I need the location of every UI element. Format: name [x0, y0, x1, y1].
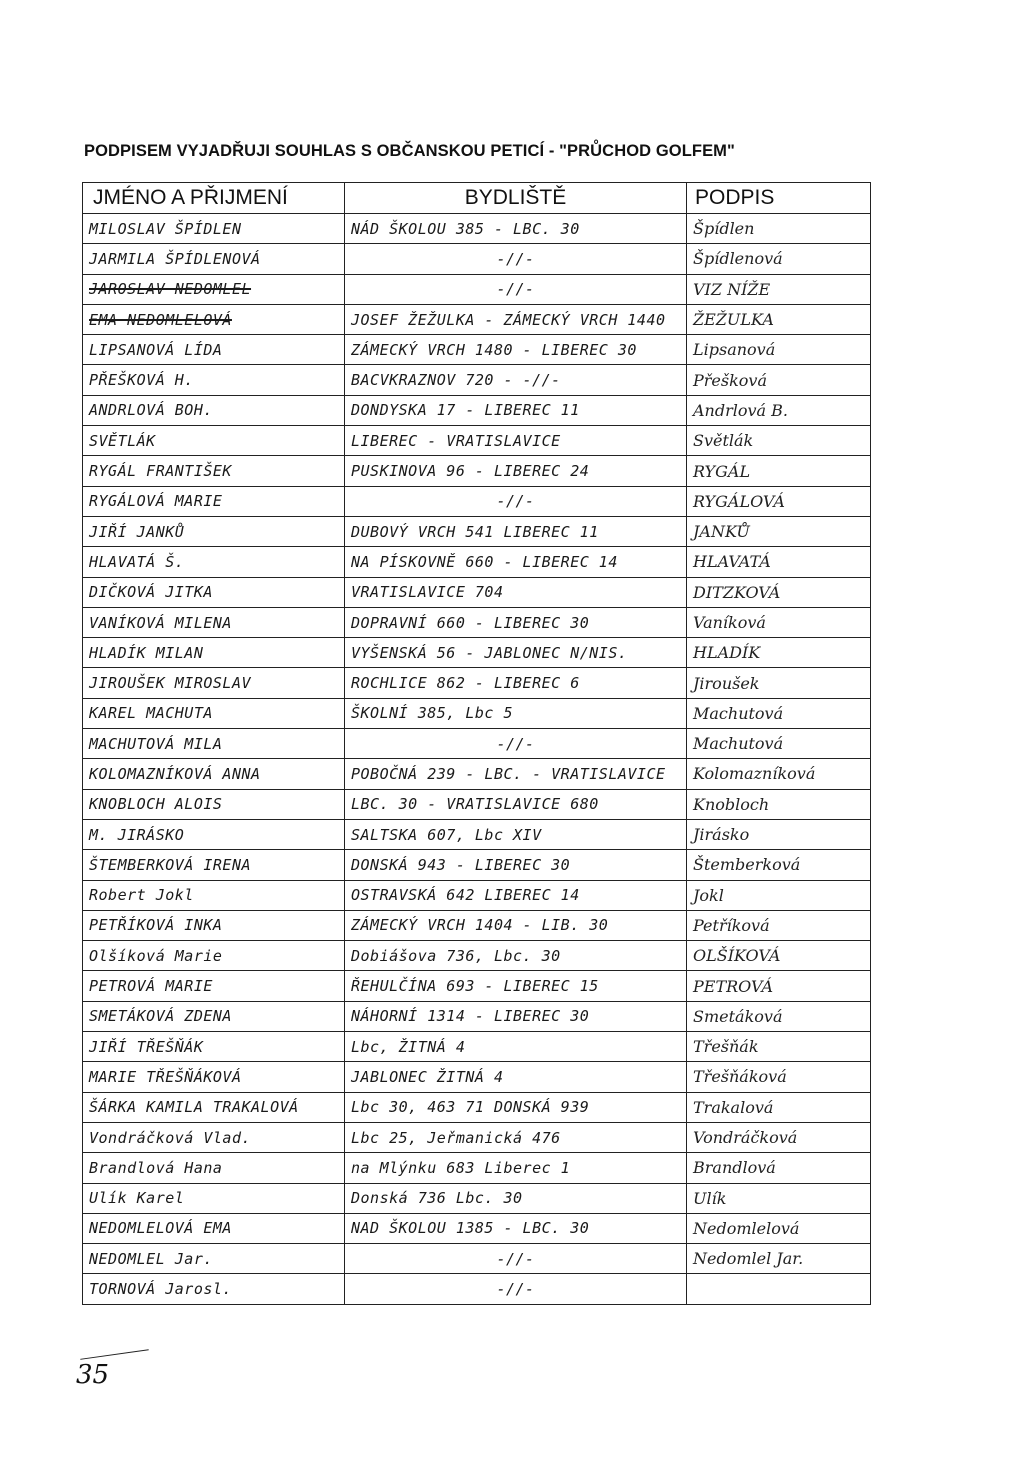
row-signature: Brandlová — [693, 1158, 776, 1178]
row-signature: Machutová — [693, 734, 784, 754]
petition-heading: PODPISEM VYJADŘUJI SOUHLAS S OBČANSKOU PETICÍ - "PRŮCHOD GOLFEM" — [84, 142, 735, 160]
table-row — [83, 1062, 871, 1092]
table-row — [83, 244, 871, 274]
signature-rows — [83, 214, 871, 1305]
row-address-cell — [345, 941, 687, 971]
row-name: PETŘÍKOVÁ INKA — [89, 916, 223, 935]
row-signature-cell — [687, 1274, 871, 1304]
table-row — [83, 941, 871, 971]
row-address: -//- — [496, 492, 535, 511]
row-signature-cell — [687, 729, 871, 759]
row-address-cell — [345, 304, 687, 334]
row-signature: Vondráčková — [693, 1128, 798, 1148]
row-signature-cell — [687, 941, 871, 971]
row-name-cell — [83, 850, 345, 880]
row-name: RYGÁL FRANTIŠEK — [89, 462, 232, 481]
row-address-cell — [345, 910, 687, 940]
row-name: MILOSLAV ŠPÍDLEN — [89, 219, 242, 238]
row-name-cell — [83, 274, 345, 304]
row-signature: Jirásko — [693, 825, 750, 845]
row-name: JAROSLAV NEDOMLEL — [89, 280, 252, 299]
row-address-cell — [345, 1274, 687, 1304]
row-address: PUSKINOVA 96 - LIBEREC 24 — [351, 462, 590, 481]
row-name-cell — [83, 335, 345, 365]
row-name-cell — [83, 516, 345, 546]
table-row — [83, 547, 871, 577]
table-row — [83, 304, 871, 334]
row-address: -//- — [496, 249, 535, 268]
row-name: ŠÁRKA KAMILA TRAKALOVÁ — [89, 1098, 299, 1117]
row-signature-cell — [687, 456, 871, 486]
row-signature: Třešňák — [693, 1037, 759, 1057]
row-address-cell — [345, 547, 687, 577]
row-address: -//- — [496, 280, 535, 299]
row-signature: Jiroušek — [693, 673, 760, 693]
row-address-cell — [345, 971, 687, 1001]
row-name: DIČKOVÁ JITKA — [89, 583, 213, 602]
row-address: NA PÍSKOVNĚ 660 - LIBEREC 14 — [351, 552, 618, 571]
row-name-cell — [83, 789, 345, 819]
row-name: Robert Jokl — [89, 886, 194, 905]
row-signature: Knobloch — [693, 794, 770, 814]
row-address-cell — [345, 1032, 687, 1062]
row-name-cell — [83, 1062, 345, 1092]
row-address-cell — [345, 1001, 687, 1031]
table-row — [83, 1213, 871, 1243]
row-name: SMETÁKOVÁ ZDENA — [89, 1007, 232, 1026]
row-name: TORNOVÁ Jarosl. — [89, 1280, 232, 1299]
row-name-cell — [83, 638, 345, 668]
row-signature-cell — [687, 1062, 871, 1092]
row-address-cell — [345, 698, 687, 728]
row-address-cell — [345, 880, 687, 910]
row-name-cell — [83, 1122, 345, 1152]
row-signature-cell — [687, 698, 871, 728]
row-signature-cell — [687, 880, 871, 910]
table-row — [83, 1092, 871, 1122]
row-signature: Nedomlel Jar. — [693, 1249, 804, 1269]
row-name: NEDOMLELOVÁ EMA — [89, 1219, 232, 1238]
row-name-cell — [83, 577, 345, 607]
row-address-cell — [345, 214, 687, 244]
row-address: OSTRAVSKÁ 642 LIBEREC 14 — [351, 886, 580, 905]
row-name: HLAVATÁ Š. — [89, 552, 185, 571]
row-signature: Štemberková — [693, 855, 801, 875]
table-row — [83, 607, 871, 637]
row-address: NAD ŠKOLOU 1385 - LBC. 30 — [351, 1219, 590, 1238]
row-signature: Smetáková — [693, 1006, 783, 1026]
row-signature-cell — [687, 244, 871, 274]
row-name: Brandlová Hana — [89, 1158, 223, 1177]
row-signature-cell — [687, 335, 871, 365]
row-name-cell — [83, 365, 345, 395]
row-address-cell — [345, 1062, 687, 1092]
row-signature-cell — [687, 668, 871, 698]
row-name: JIROUŠEK MIROSLAV — [89, 674, 252, 693]
row-signature: Trakalová — [693, 1097, 774, 1117]
row-address: DONSKÁ 943 - LIBEREC 30 — [351, 855, 571, 874]
row-signature: Ulík — [693, 1188, 727, 1208]
column-header-address: BYDLIŠTĚ — [345, 183, 687, 214]
row-signature: Nedomlelová — [693, 1218, 800, 1238]
row-signature: Světlák — [693, 431, 754, 451]
table-row — [83, 1001, 871, 1031]
table-row — [83, 395, 871, 425]
table-row — [83, 214, 871, 244]
row-name-cell — [83, 1274, 345, 1304]
row-name-cell — [83, 668, 345, 698]
row-address: ROCHLICE 862 - LIBEREC 6 — [351, 674, 580, 693]
row-name-cell — [83, 214, 345, 244]
table-row — [83, 789, 871, 819]
row-name: KOLOMAZNÍKOVÁ ANNA — [89, 764, 261, 783]
row-address: LBC. 30 - VRATISLAVICE 680 — [351, 795, 599, 814]
row-signature-cell — [687, 607, 871, 637]
row-address-cell — [345, 850, 687, 880]
row-address-cell — [345, 426, 687, 456]
row-signature-cell — [687, 304, 871, 334]
row-signature: RYGÁL — [693, 461, 751, 481]
row-address-cell — [345, 365, 687, 395]
row-name: Olšíková Marie — [89, 946, 223, 965]
signature-table — [82, 182, 871, 1305]
row-signature: JANKŮ — [693, 522, 750, 542]
row-address-cell — [345, 789, 687, 819]
row-name: Ulík Karel — [89, 1189, 185, 1208]
row-address: Lbc 25, Jeřmanická 476 — [351, 1128, 561, 1147]
table-row — [83, 759, 871, 789]
row-address-cell — [345, 486, 687, 516]
row-signature-cell — [687, 486, 871, 516]
row-signature: Petříková — [693, 915, 770, 935]
row-address: Lbc 30, 463 71 DONSKÁ 939 — [351, 1098, 590, 1117]
row-name: ŠTEMBERKOVÁ IRENA — [89, 855, 252, 874]
row-address-cell — [345, 607, 687, 637]
row-name-cell — [83, 910, 345, 940]
row-address-cell — [345, 244, 687, 274]
row-signature-cell — [687, 1183, 871, 1213]
row-signature-cell — [687, 274, 871, 304]
row-name-cell — [83, 486, 345, 516]
row-address: DOPRAVNÍ 660 - LIBEREC 30 — [351, 613, 590, 632]
row-signature-cell — [687, 365, 871, 395]
row-name-cell — [83, 1213, 345, 1243]
row-signature-cell — [687, 638, 871, 668]
row-name: JARMILA ŠPÍDLENOVÁ — [89, 249, 261, 268]
row-signature-cell — [687, 971, 871, 1001]
row-address: ZÁMECKÝ VRCH 1480 - LIBEREC 30 — [351, 340, 637, 359]
row-signature-cell — [687, 789, 871, 819]
row-name: MARIE TŘEŠŇÁKOVÁ — [89, 1067, 242, 1086]
table-row — [83, 1183, 871, 1213]
row-name-cell — [83, 698, 345, 728]
row-signature: HLAVATÁ — [693, 552, 771, 572]
row-address: ZÁMECKÝ VRCH 1404 - LIB. 30 — [351, 916, 609, 935]
table-row — [83, 971, 871, 1001]
table-row — [83, 516, 871, 546]
row-name-cell — [83, 1244, 345, 1274]
row-address: SALTSKA 607, Lbc XIV — [351, 825, 542, 844]
row-address: BACVKRAZNOV 720 - -//- — [351, 371, 561, 390]
table-row — [83, 365, 871, 395]
table-row — [83, 577, 871, 607]
row-address-cell — [345, 395, 687, 425]
row-address: JOSEF ŽEŽULKA - ZÁMECKÝ VRCH 1440 — [351, 310, 666, 329]
row-address: DUBOVÝ VRCH 541 LIBEREC 11 — [351, 522, 599, 541]
row-address: DONDYSKA 17 - LIBEREC 11 — [351, 401, 580, 420]
table-row — [83, 668, 871, 698]
row-signature: RYGÁLOVÁ — [693, 491, 785, 511]
row-signature: Špídlen — [693, 219, 755, 239]
row-address-cell — [345, 1122, 687, 1152]
row-signature-cell — [687, 1092, 871, 1122]
row-name: JIŘÍ TŘEŠŇÁK — [89, 1037, 204, 1056]
row-address-cell — [345, 335, 687, 365]
row-address: VRATISLAVICE 704 — [351, 583, 504, 602]
row-address: Donská 736 Lbc. 30 — [351, 1189, 523, 1208]
row-name-cell — [83, 759, 345, 789]
table-row — [83, 819, 871, 849]
row-name-cell — [83, 1092, 345, 1122]
row-signature-cell — [687, 1153, 871, 1183]
row-signature-cell — [687, 1213, 871, 1243]
row-name: VANÍKOVÁ MILENA — [89, 613, 232, 632]
table-row — [83, 698, 871, 728]
row-address-cell — [345, 1183, 687, 1213]
table-header-row — [83, 183, 871, 214]
row-address: Lbc, ŽITNÁ 4 — [351, 1037, 466, 1056]
row-signature: Kolomazníková — [693, 764, 816, 784]
row-name-cell — [83, 941, 345, 971]
row-address-cell — [345, 516, 687, 546]
row-signature-cell — [687, 1244, 871, 1274]
row-name: LIPSANOVÁ LÍDA — [89, 340, 223, 359]
row-signature-cell — [687, 910, 871, 940]
row-signature: PETROVÁ — [693, 976, 774, 996]
row-address: na Mlýnku 683 Liberec 1 — [351, 1158, 571, 1177]
row-name-cell — [83, 547, 345, 577]
row-signature: Andrlová B. — [693, 400, 789, 420]
row-name-cell — [83, 971, 345, 1001]
row-name-cell — [83, 1153, 345, 1183]
row-signature-cell — [687, 426, 871, 456]
row-signature-cell — [687, 516, 871, 546]
row-signature-cell — [687, 759, 871, 789]
row-signature: Třešňáková — [693, 1067, 787, 1087]
row-address-cell — [345, 1092, 687, 1122]
table-row — [83, 729, 871, 759]
row-signature: DITZKOVÁ — [693, 582, 781, 602]
table-row — [83, 1274, 871, 1304]
table-row — [83, 850, 871, 880]
row-signature: Lipsanová — [693, 340, 776, 360]
row-address-cell — [345, 456, 687, 486]
row-signature: ŽEŽULKA — [693, 310, 774, 330]
row-signature-cell — [687, 1001, 871, 1031]
row-name-cell — [83, 395, 345, 425]
row-address-cell — [345, 819, 687, 849]
row-address-cell — [345, 577, 687, 607]
row-address: VYŠENSKÁ 56 - JABLONEC N/NIS. — [351, 643, 628, 662]
row-address-cell — [345, 1153, 687, 1183]
row-name: KNOBLOCH ALOIS — [89, 795, 223, 814]
row-signature-cell — [687, 214, 871, 244]
row-signature-cell — [687, 819, 871, 849]
row-signature: HLADÍK — [693, 643, 761, 663]
row-signature-cell — [687, 1122, 871, 1152]
row-signature-cell — [687, 850, 871, 880]
row-address: ŠKOLNÍ 385, Lbc 5 — [351, 704, 514, 723]
row-name: NEDOMLEL Jar. — [89, 1249, 213, 1268]
row-name: EMA NEDOMLELOVÁ — [89, 310, 232, 329]
row-address: POBOČNÁ 239 - LBC. - VRATISLAVICE — [351, 764, 666, 783]
row-address-cell — [345, 729, 687, 759]
row-signature: OLŠÍKOVÁ — [693, 946, 781, 966]
row-signature: Špídlenová — [693, 249, 783, 269]
row-name-cell — [83, 244, 345, 274]
table-row — [83, 1153, 871, 1183]
row-address: NÁD ŠKOLOU 385 - LBC. 30 — [351, 219, 580, 238]
table-row — [83, 910, 871, 940]
table-row — [83, 426, 871, 456]
row-address-cell — [345, 1213, 687, 1243]
row-name: MACHUTOVÁ MILA — [89, 734, 223, 753]
table-row — [83, 880, 871, 910]
row-signature: Přešková — [693, 370, 767, 390]
row-name-cell — [83, 456, 345, 486]
row-signature-cell — [687, 577, 871, 607]
row-name: M. JIRÁSKO — [89, 825, 185, 844]
row-signature: VIZ NÍŽE — [693, 279, 771, 299]
row-address: ŘEHULČÍNA 693 - LIBEREC 15 — [351, 977, 599, 996]
table-row — [83, 456, 871, 486]
row-name-cell — [83, 880, 345, 910]
row-signature: Machutová — [693, 703, 784, 723]
table-row — [83, 274, 871, 304]
row-name: SVĚTLÁK — [89, 431, 156, 450]
table-row — [83, 1122, 871, 1152]
row-name: PŘEŠKOVÁ H. — [89, 371, 194, 390]
row-address: NÁHORNÍ 1314 - LIBEREC 30 — [351, 1007, 590, 1026]
table-row — [83, 1244, 871, 1274]
row-name-cell — [83, 1001, 345, 1031]
row-name: RYGÁLOVÁ MARIE — [89, 492, 223, 511]
row-name-cell — [83, 304, 345, 334]
row-name: JIŘÍ JANKŮ — [89, 522, 185, 541]
row-name: PETROVÁ MARIE — [89, 977, 213, 996]
row-address-cell — [345, 638, 687, 668]
row-name-cell — [83, 819, 345, 849]
column-header-signature: PODPIS — [687, 183, 871, 214]
table-row — [83, 1032, 871, 1062]
row-name-cell — [83, 1032, 345, 1062]
row-name: HLADÍK MILAN — [89, 643, 204, 662]
row-address-cell — [345, 1244, 687, 1274]
table-row — [83, 638, 871, 668]
column-header-name: JMÉNO A PŘIJMENÍ — [83, 183, 345, 214]
row-name-cell — [83, 426, 345, 456]
table-row — [83, 335, 871, 365]
row-name: ANDRLOVÁ BOH. — [89, 401, 213, 420]
row-name: KAREL MACHUTA — [89, 704, 213, 723]
page-number: 35 — [76, 1360, 110, 1390]
row-name: Vondráčková Vlad. — [89, 1128, 252, 1147]
row-address-cell — [345, 274, 687, 304]
row-address: -//- — [496, 1249, 535, 1268]
row-signature-cell — [687, 547, 871, 577]
row-address: -//- — [496, 1280, 535, 1299]
row-name-cell — [83, 1183, 345, 1213]
row-signature-cell — [687, 1032, 871, 1062]
row-address: JABLONEC ŽITNÁ 4 — [351, 1067, 504, 1086]
row-address-cell — [345, 759, 687, 789]
row-signature-cell — [687, 395, 871, 425]
row-address: Dobiášova 736, Lbc. 30 — [351, 946, 561, 965]
row-signature: Vaníková — [693, 613, 766, 632]
row-name-cell — [83, 607, 345, 637]
table-row — [83, 486, 871, 516]
row-signature: Jokl — [693, 885, 724, 905]
row-address: LIBEREC - VRATISLAVICE — [351, 431, 561, 450]
row-address: -//- — [496, 734, 535, 753]
row-name-cell — [83, 729, 345, 759]
row-address-cell — [345, 668, 687, 698]
